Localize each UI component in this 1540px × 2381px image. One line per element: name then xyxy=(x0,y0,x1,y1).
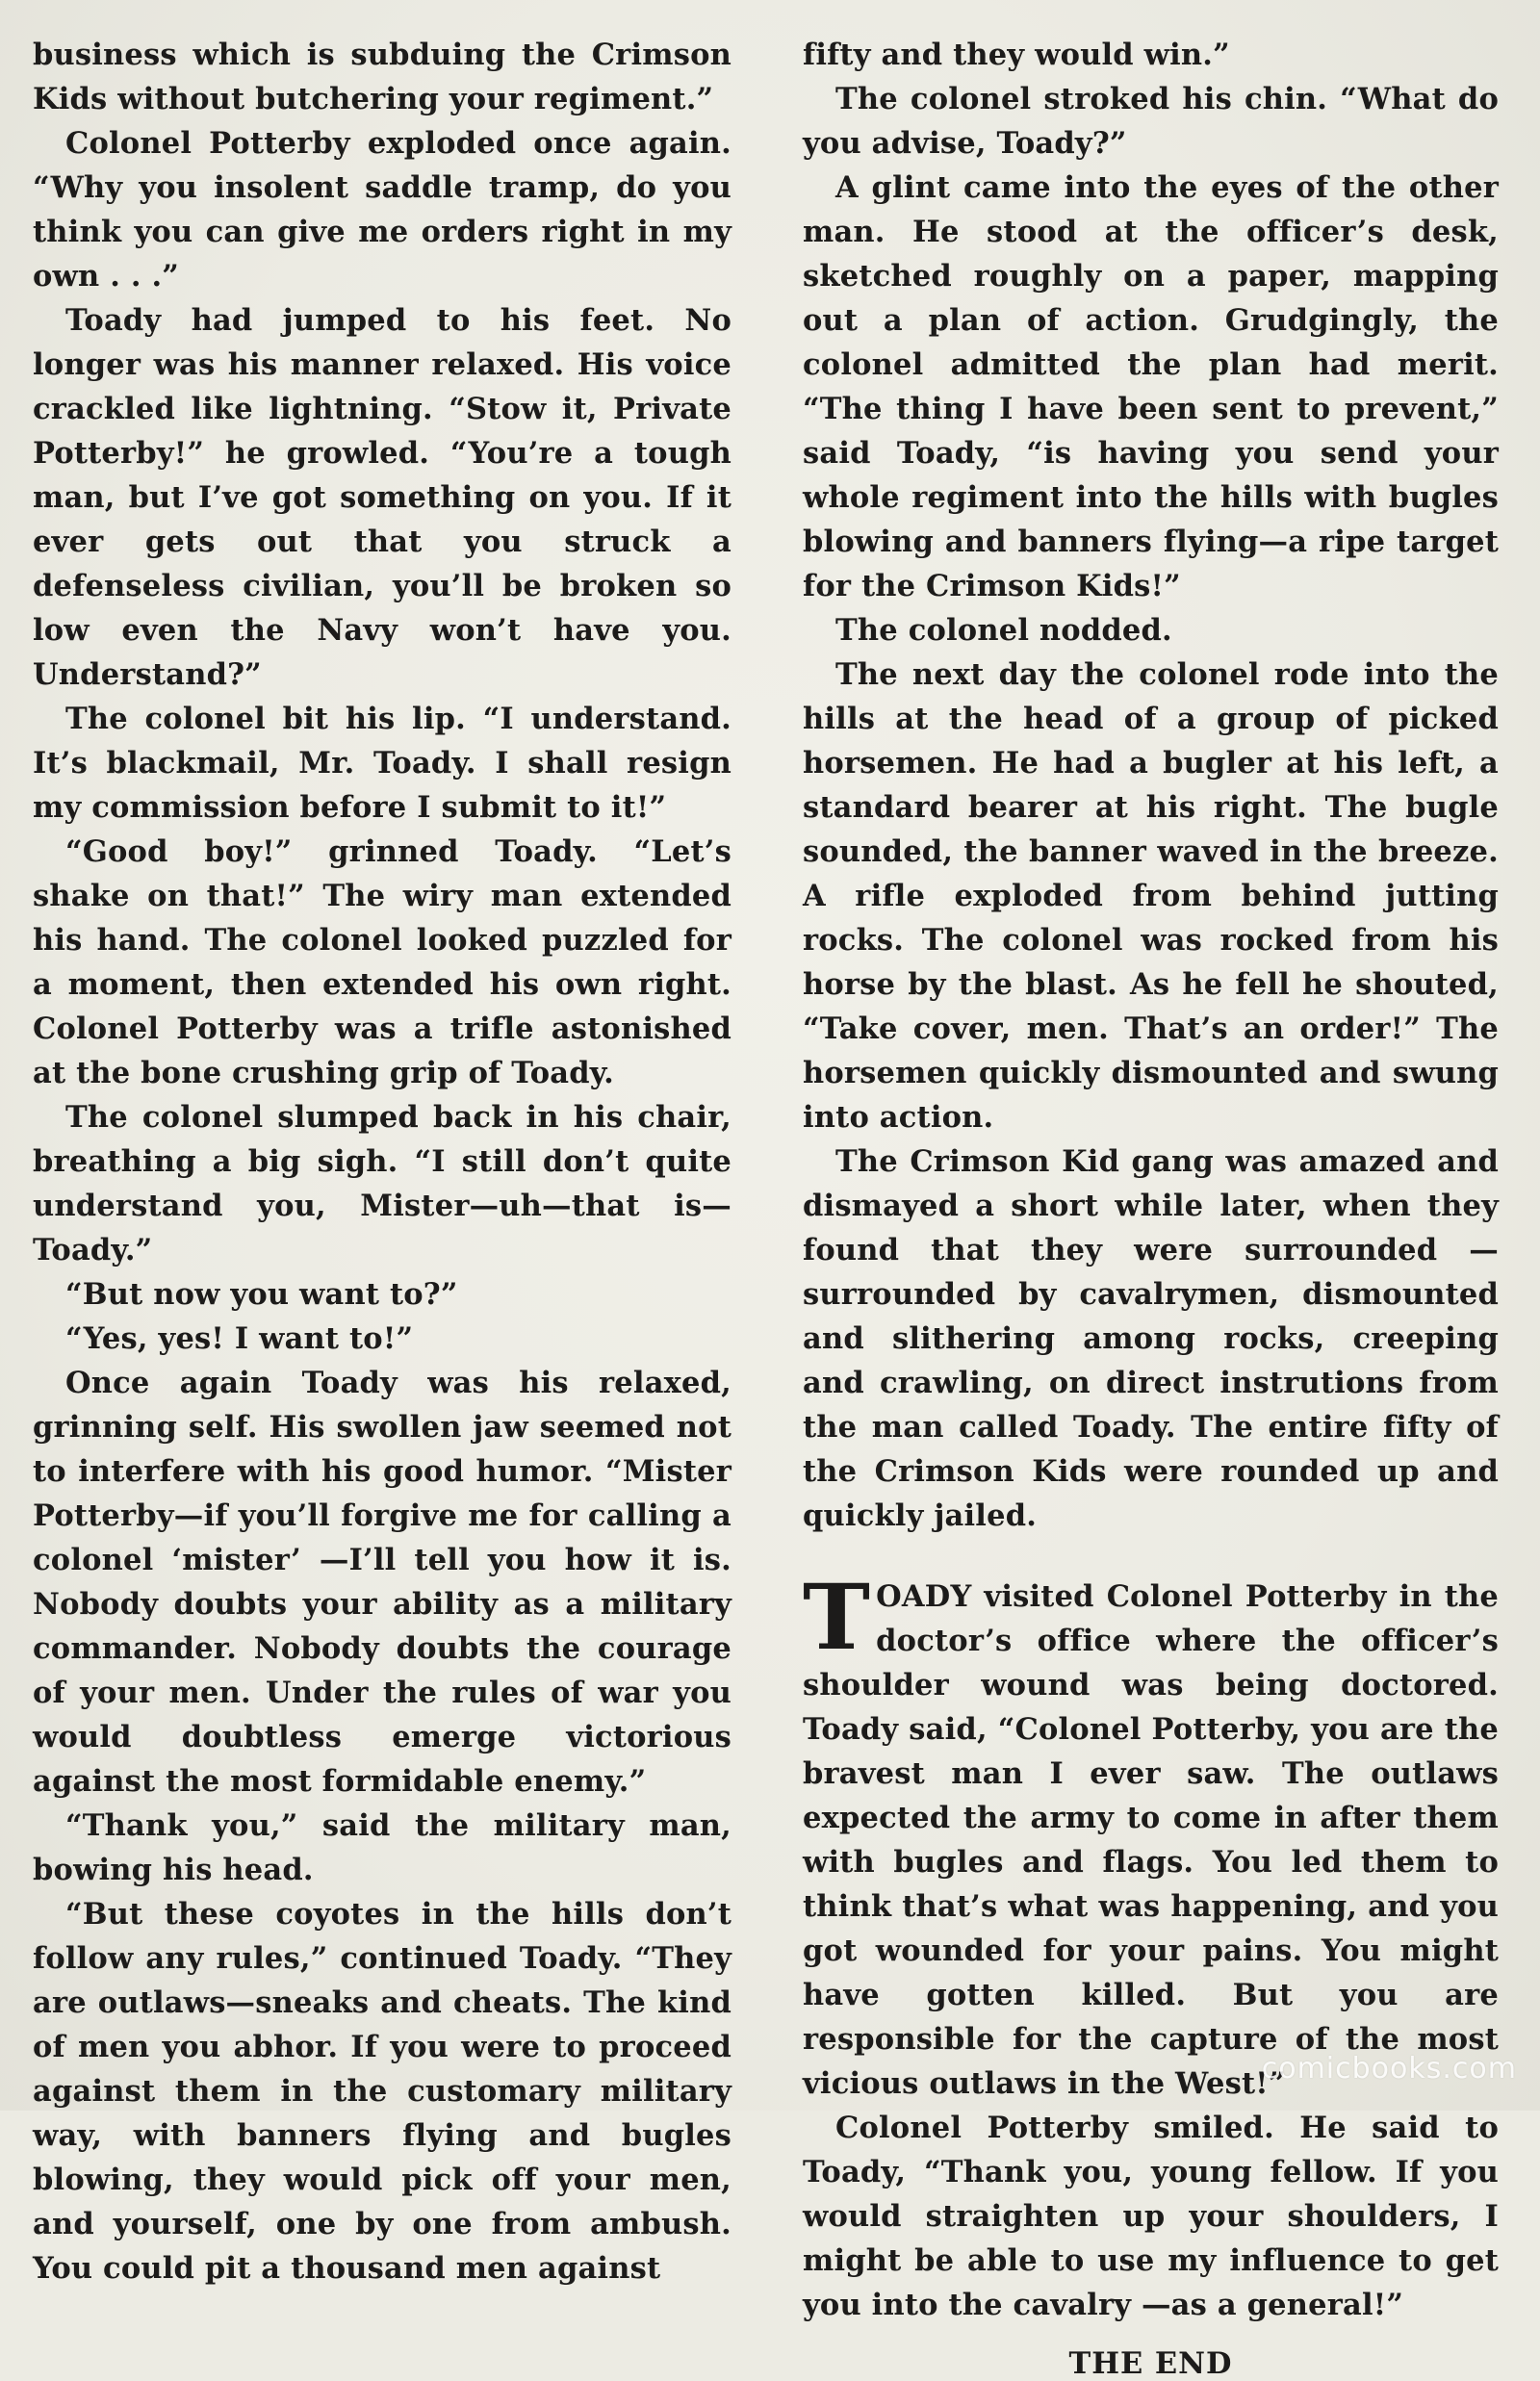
paragraph: The Crimson Kid gang was amazed and dismayed a short while later, when they found that they were surrounded — surrounded by cavalrymen, dismounted and slithering among rocks, creeping and crawling, on direct instrutions from the man called Toady. The entire fifty of the Crimson Kids were rounded up and quickly jailed. xyxy=(803,1144,1499,1533)
paragraph: The colonel stroked his chin. “What do you advise, Toady?” xyxy=(803,82,1499,161)
drop-cap: T xyxy=(803,1565,871,1671)
paragraph: “Yes, yes! I want to!” xyxy=(65,1321,414,1356)
paragraph: The colonel bit his lip. “I understand. It’s blackmail, Mr. Toady. I shall resign my commission before I submit to it!” xyxy=(33,702,732,825)
the-end-label: THE END xyxy=(1068,2346,1233,2381)
paragraph-text: visited Colonel Potterby in the doctor’s office where the officer’s shoulder wound was being doctored. Toady said, “Colonel Potterby, you are the bravest man I ever saw. The outlaws expected the army to come in after them with bugles and flags. You led them to think that’s what was happening, and you got wounded for your pains. You might have gotten killed. But you are responsible for the capture of the most vicious outlaws in the West!” xyxy=(803,1579,1499,2101)
paragraph: “But these coyotes in the hills don’t follow any rules,” continued Toady. “They are outlaws—sneaks and cheats. The kind of men you abhor. If you were to proceed against them in the customary military way, with banners flying and bugles blowing, they would pick off your men, and yourself, one by one from ambush. You could pit a thousand men against xyxy=(33,1897,732,2286)
paragraph: The colonel slumped back in his chair, breathing a big sigh. “I still don’t quite understand you, Mister—uh—that is—Toady.” xyxy=(33,1100,732,1267)
paragraph: Once again Toady was his relaxed, grinning self. His swollen jaw seemed not to interfere with his good humor. “Mister Potterby—if you’ll forgive me for calling a colonel ‘mister’ —I’ll tell you how it is. Nobody doubts your ability as a military commander. Nobody doubts the courage of your men. Under the rules of war you would doubtless emerge victorious against the most formidable enemy.” xyxy=(33,1366,732,1799)
paragraph: business which is subduing the Crimson Kids without butchering your regiment.” xyxy=(33,38,732,116)
paragraph: fifty and they would win.” xyxy=(803,38,1230,72)
paragraph: The next day the colonel rode into the hills at the head of a group of picked horsemen. He had a bugler at his left, a standard bearer at his right. The bugle sounded, the banner waved in the breeze. A rifle exploded from behind jutting rocks. The colonel was rocked from his horse by the blast. As he fell he shouted, “Take cover, men. That’s an order!” The horsemen quickly dismounted and swung into action. xyxy=(803,657,1499,1135)
left-text-column xyxy=(33,33,732,2291)
paragraph: “Good boy!” grinned Toady. “Let’s shake on that!” The wiry man extended his hand. The colonel looked puzzled for a moment, then extended his own right. Colonel Potterby was a trifle astonished at the bone crushing grip of Toady. xyxy=(33,834,732,1090)
paragraph: Colonel Potterby smiled. He said to Toady, “Thank you, young fellow. If you would straighten up your shoulders, I might be able to use my influence to get you into the cavalry —as a general!” xyxy=(803,2111,1499,2322)
paragraph: A glint came into the eyes of the other man. He stood at the officer’s desk, sketched roughly on a paper, mapping out a plan of action. Grudgingly, the colonel admitted the plan had merit. “The thing I have been sent to prevent,” said Toady, “is having you send your whole regiment into the hills with bugles blowing and banners flying—a ripe target for the Crimson Kids!” xyxy=(803,170,1499,603)
section-opening-paragraph xyxy=(803,1565,1499,2106)
paragraph: “But now you want to?” xyxy=(65,1277,458,1312)
paragraph: Colonel Potterby exploded once again. “Why you insolent saddle tramp, do you think you can give me orders right in my own . . .” xyxy=(33,126,732,294)
site-watermark: comicbooks.com xyxy=(1261,2052,1517,2086)
paragraph: The colonel nodded. xyxy=(835,613,1172,648)
paragraph: Toady had jumped to his feet. No longer was his manner relaxed. His voice crackled like lightning. “Stow it, Private Potterby!” he growled. “You’re a tough man, but I’ve got something on you. If it ever gets out that you struck a defenseless civilian, you’ll be broken so low even the Navy won’t have you. Understand?” xyxy=(33,303,732,692)
small-caps-lead: OADY xyxy=(876,1579,972,1614)
right-text-column xyxy=(803,33,1499,2381)
paragraph: “Thank you,” said the military man, bowing his head. xyxy=(33,1808,732,1887)
